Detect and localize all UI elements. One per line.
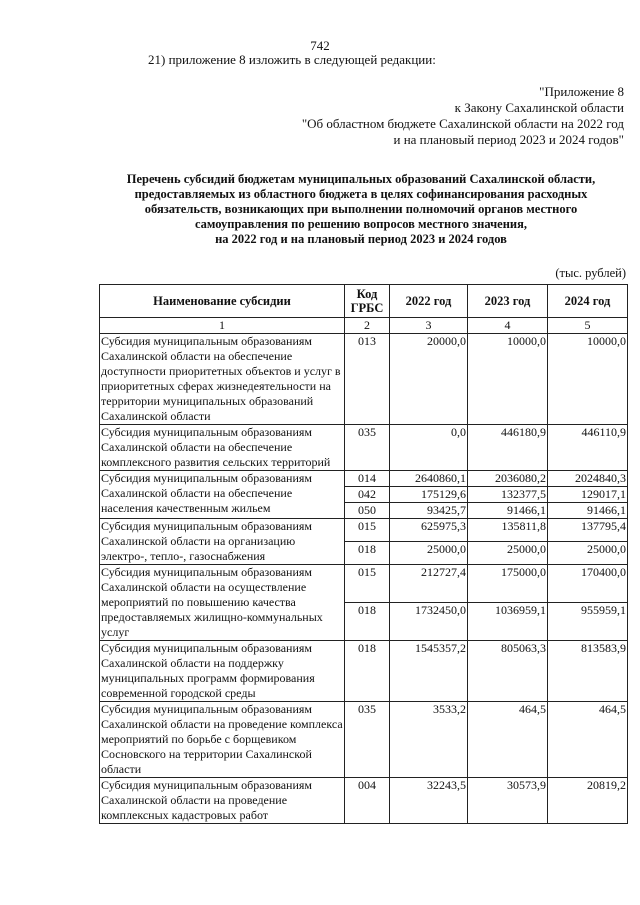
grbs-code-cell: 018 xyxy=(345,603,390,641)
grbs-code-cell: 014 xyxy=(345,471,390,487)
title-line: на 2022 год и на плановый период 2023 и 2024 годов xyxy=(215,232,507,246)
value-2022-cell: 0,0 xyxy=(390,425,468,471)
value-2024-cell: 446110,9 xyxy=(548,425,628,471)
grbs-code-cell: 015 xyxy=(345,565,390,603)
page-number: 742 xyxy=(310,38,330,53)
appendix-line: "Об областном бюджете Сахалинской области на 2022 год xyxy=(301,116,624,131)
index-cell: 4 xyxy=(468,318,548,334)
value-2022-cell: 625975,3 xyxy=(390,519,468,542)
index-cell: 1 xyxy=(100,318,345,334)
value-2023-cell: 805063,3 xyxy=(468,641,548,702)
value-2022-cell: 25000,0 xyxy=(390,542,468,565)
column-index-row xyxy=(100,318,628,334)
title-line: обязательств, возникающих при выполнении полномочий органов местного xyxy=(144,202,578,216)
value-2023-cell: 464,5 xyxy=(468,702,548,778)
subsidy-name-cell: Субсидия муниципальным образованиям Сахалинской области на поддержку муниципальных программ формирования современной городской среды xyxy=(100,641,345,702)
subsidy-name-cell: Субсидия муниципальным образованиям Сахалинской области на проведение комплексных кадастровых работ xyxy=(100,778,345,824)
value-2024-cell: 20819,2 xyxy=(548,778,628,824)
value-2022-cell: 93425,7 xyxy=(390,503,468,519)
grbs-code-cell: 018 xyxy=(345,542,390,565)
grbs-code-cell: 035 xyxy=(345,425,390,471)
value-2024-cell: 464,5 xyxy=(548,702,628,778)
intro-text: 21) приложение 8 изложить в следующей редакции: xyxy=(148,52,436,67)
grbs-code-cell: 004 xyxy=(345,778,390,824)
value-2023-cell: 91466,1 xyxy=(468,503,548,519)
index-cell: 5 xyxy=(548,318,628,334)
value-2023-cell: 30573,9 xyxy=(468,778,548,824)
appendix-heading xyxy=(302,84,624,148)
grbs-code-cell: 042 xyxy=(345,487,390,503)
table-row xyxy=(100,519,628,542)
table-row xyxy=(100,471,628,487)
value-2024-cell: 91466,1 xyxy=(548,503,628,519)
value-2023-cell: 1036959,1 xyxy=(468,603,548,641)
grbs-code-cell: 035 xyxy=(345,702,390,778)
value-2023-cell: 10000,0 xyxy=(468,334,548,425)
subsidy-name-cell: Субсидия муниципальным образованиям Сахалинской области на обеспечение доступности приоритетных объектов и услуг в приоритетных сферах жизнедеятельности на территории муниципальных образований Сахалинской области xyxy=(100,334,345,425)
subsidies-table xyxy=(99,284,628,824)
header-row xyxy=(100,285,628,318)
table-row xyxy=(100,565,628,603)
value-2022-cell: 2640860,1 xyxy=(390,471,468,487)
value-2022-cell: 1545357,2 xyxy=(390,641,468,702)
document-title xyxy=(96,172,626,247)
subsidy-name-cell: Субсидия муниципальным образованиям Сахалинской области на осуществление мероприятий по повышению качества предоставляемых жилищно-коммунальных услуг xyxy=(100,565,345,641)
value-2023-cell: 132377,5 xyxy=(468,487,548,503)
table-row xyxy=(100,702,628,778)
value-2024-cell: 129017,1 xyxy=(548,487,628,503)
title-line: самоуправления по решению вопросов местного значения, xyxy=(194,217,528,231)
value-2022-cell: 175129,6 xyxy=(390,487,468,503)
value-2024-cell: 955959,1 xyxy=(548,603,628,641)
value-2023-cell: 446180,9 xyxy=(468,425,548,471)
value-2024-cell: 2024840,3 xyxy=(548,471,628,487)
value-2024-cell: 170400,0 xyxy=(548,565,628,603)
value-2022-cell: 20000,0 xyxy=(390,334,468,425)
table-row xyxy=(100,334,628,425)
grbs-code-cell: 018 xyxy=(345,641,390,702)
header-code: Код ГРБС xyxy=(345,285,390,318)
appendix-line: к Закону Сахалинской области xyxy=(454,100,624,115)
header-name: Наименование субсидии xyxy=(100,285,345,318)
subsidy-name-cell: Субсидия муниципальным образованиям Сахалинской области на обеспечение комплексного развития сельских территорий xyxy=(100,425,345,471)
subsidy-name-cell: Субсидия муниципальным образованиям Сахалинской области на организацию электро-, тепло-, газоснабжения xyxy=(100,519,345,565)
index-cell: 2 xyxy=(345,318,390,334)
appendix-line: и на плановый период 2023 и 2024 годов" xyxy=(393,132,624,147)
value-2024-cell: 10000,0 xyxy=(548,334,628,425)
subsidy-name-cell: Субсидия муниципальным образованиям Сахалинской области на обеспечение населения качественным жильем xyxy=(100,471,345,519)
value-2024-cell: 137795,4 xyxy=(548,519,628,542)
value-2023-cell: 2036080,2 xyxy=(468,471,548,487)
appendix-line: "Приложение 8 xyxy=(539,84,624,99)
title-line: Перечень субсидий бюджетам муниципальных образований Сахалинской области, xyxy=(126,172,596,186)
value-2023-cell: 175000,0 xyxy=(468,565,548,603)
value-2022-cell: 212727,4 xyxy=(390,565,468,603)
grbs-code-cell: 015 xyxy=(345,519,390,542)
value-2024-cell: 25000,0 xyxy=(548,542,628,565)
units-label: (тыс. рублей) xyxy=(555,266,626,280)
header-2023: 2023 год xyxy=(468,285,548,318)
subsidy-name-cell: Субсидия муниципальным образованиям Сахалинской области на проведение комплекса мероприятий по борьбе с борщевиком Сосновского на территории Сахалинской области xyxy=(101,702,343,776)
value-2022-cell: 1732450,0 xyxy=(390,603,468,641)
grbs-code-cell: 050 xyxy=(345,503,390,519)
value-2023-cell: 135811,8 xyxy=(468,519,548,542)
table-row xyxy=(100,425,628,471)
header-2024: 2024 год xyxy=(548,285,628,318)
header-2022: 2022 год xyxy=(390,285,468,318)
table-row xyxy=(100,778,628,824)
value-2024-cell: 813583,9 xyxy=(548,641,628,702)
value-2023-cell: 25000,0 xyxy=(468,542,548,565)
index-cell: 3 xyxy=(390,318,468,334)
grbs-code-cell: 013 xyxy=(345,334,390,425)
value-2022-cell: 32243,5 xyxy=(390,778,468,824)
table-row xyxy=(100,641,628,702)
title-line: предоставляемых из областного бюджета в целях софинансирования расходных xyxy=(134,187,588,201)
value-2022-cell: 3533,2 xyxy=(390,702,468,778)
